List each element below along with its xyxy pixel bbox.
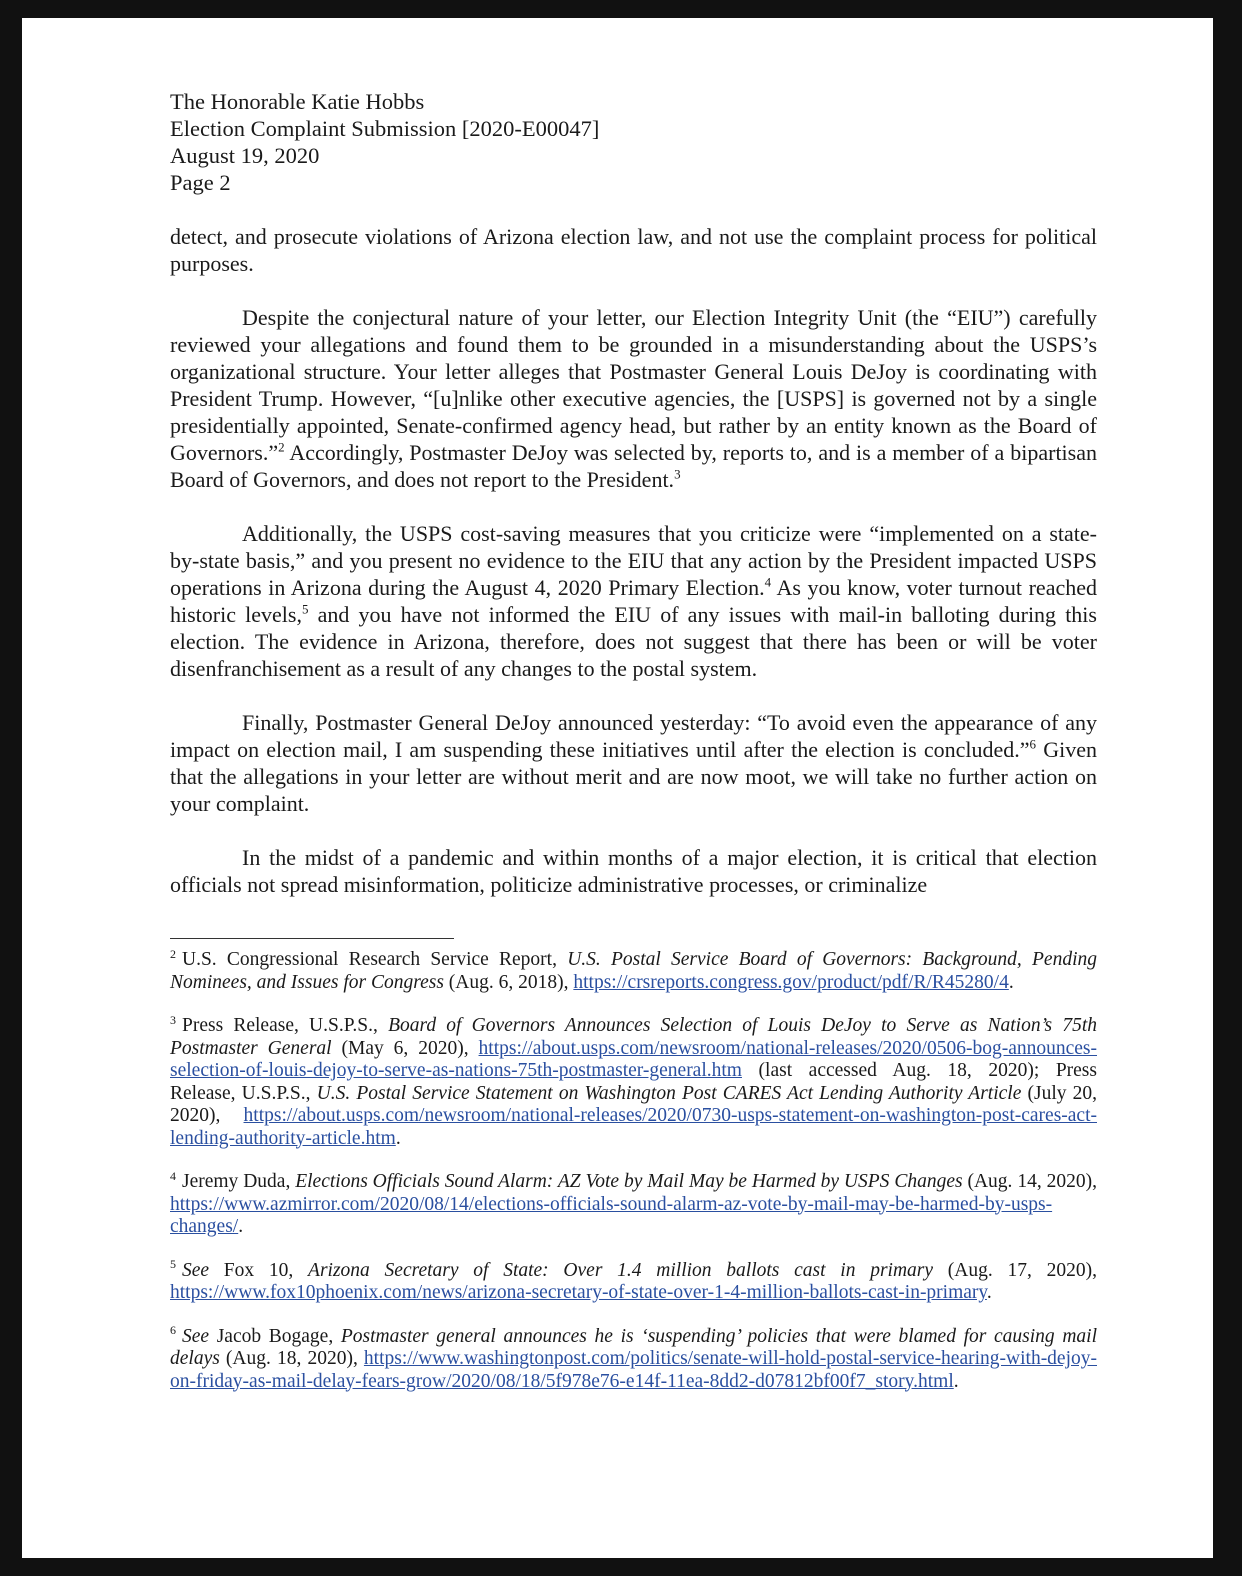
footnote-5: $^5$ See Fox 10, Arizona Secretary of State: Over 1.4 million ballots cast in primary (Aug. 17, 2020), https://www.fox10phoenix.com/news/arizona-secretary-of-state-over-1-4-million-ballots-cast-in-primary. [170,1257,1097,1303]
page-content [170,88,1097,1393]
footnote-ref-5[interactable]: 5 [301,601,309,617]
footnote-6: $^6$ See Jacob Bogage, Postmaster general announces he is ‘suspending’ policies that were blamed for causing mail delays (Aug. 18, 2020), https://www.washingtonpost.com/politics/senate-will-hold-postal-service-hearing-with-dejoy-on-friday-as-mail-delay-fears-grow/2020/08/18/5f978e76-e14f-11ea-8dd2-d07812bf00f7_story.html. [170,1323,1097,1392]
addressee-line: The Honorable Katie Hobbs [170,89,425,114]
page-number: Page 2 [170,170,231,195]
footnote-ref-3[interactable]: 3 [674,466,681,482]
footnote-6-link[interactable]: https://www.washingtonpost.com/politics/senate-will-hold-postal-service-hearing-with-dejoy-on-friday-as-mail-delay-fears-grow/2020/08/18/5f978e76-e14f-11ea-8dd2-d07812bf00f7_story.html [170,1348,1097,1392]
subject-line: Election Complaint Submission [2020-E00047] [170,116,600,141]
footnote-3-link-1[interactable]: https://about.usps.com/newsroom/national-releases/2020/0506-bog-announces-selection-of-louis-dejoy-to-serve-as-nations-75th-postmaster-general.htm [170,1037,1097,1081]
footnote-ref-2[interactable]: 2 [278,439,285,455]
footnote-2: $^2$ U.S. Congressional Research Service Report, U.S. Postal Service Board of Governors: Background, Pending Nominees, and Issues for Congress (Aug. 6, 2018), https://crsreports.congress.gov/product/pdf/R/R45280/4. [170,946,1097,993]
document-page [22,18,1213,1558]
footnote-ref-6[interactable]: 6 [1029,736,1037,752]
paragraph-1: detect, and prosecute violations of Arizona election law, and not use the complaint process for political purposes. [170,224,1097,276]
footnotes [170,946,1097,1393]
footnote-4-link[interactable]: https://www.azmirror.com/2020/08/14/elections-officials-sound-alarm-az-vote-by-mail-may-be-harmed-by-usps-changes/ [170,1193,1053,1237]
footnote-4: $^4$ Jeremy Duda, Elections Officials Sound Alarm: AZ Vote by Mail May be Harmed by USPS Changes (Aug. 14, 2020), https://www.azmirror.com/2020/08/14/elections-officials-sound-alarm-az-vote-by-mail-may-be-harmed-by-usps-changes/. [170,1168,1097,1237]
footnote-3-link-2[interactable]: https://about.usps.com/newsroom/national-releases/2020/0730-usps-statement-on-washington-post-cares-act-lending-authority-article.htm [170,1105,1097,1149]
letter-header [170,88,1097,196]
paragraph-4: Finally, Postmaster General DeJoy announced yesterday: “To avoid even the appearance of any impact on election mail, I am suspending these initiatives until after the election is concluded.”$^6$ Given that the allegations in your letter are without merit and are now moot, we will take no further action on your complaint. [170,710,1097,816]
paragraph-5: In the midst of a pandemic and within months of a major election, it is critical that election officials not spread misinformation, politicize administrative processes, or criminalize [170,845,1097,897]
paragraph-3: Additionally, the USPS cost-saving measures that you criticize were “implemented on a state-by-state basis,” and you present no evidence to the EIU that any action by the President impacted USPS operations in Arizona during the August 4, 2020 Primary Election.$^4$ As you know, voter turnout reached historic levels,$^5$ and you have not informed the EIU of any issues with mail-in balloting during this election. The evidence in Arizona, therefore, does not suggest that there has been or will be voter disenfranchisement as a result of any changes to the postal system. [170,521,1097,681]
footnote-3: $^3$ Press Release, U.S.P.S., Board of Governors Announces Selection of Louis DeJoy to Serve as Nation’s 75th Postmaster General (May 6, 2020), https://about.usps.com/newsroom/national-releases/2020/0506-bog-announces-selection-of-louis-dejoy-to-serve-as-nations-75th-postmaster-general.htm (last accessed Aug. 18, 2020); Press Release, U.S.P.S., U.S. Postal Service Statement on Washington Post CARES Act Lending Authority Article (July 20, 2020), https://about.usps.com/newsroom/national-releases/2020/0730-usps-statement-on-washington-post-cares-act-lending-authority-article.htm. [170,1012,1097,1149]
footnote-2-link[interactable]: https://crsreports.congress.gov/product/pdf/R/R45280/4 [573,971,1009,993]
footnote-ref-4[interactable]: 4 [764,574,772,590]
footnote-divider [170,938,454,939]
date-line: August 19, 2020 [170,143,320,168]
paragraph-2: Despite the conjectural nature of your letter, our Election Integrity Unit (the “EIU”) carefully reviewed your allegations and found them to be grounded in a misunderstanding about the USPS’s organizational structure. Your letter alleges that Postmaster General Louis DeJoy is coordinating with President Trump. However, “[u]nlike other executive agencies, the [USPS] is governed not by a single presidentially appointed, Senate-confirmed agency head, but rather by an entity known as the Board of Governors.”$^2$ Accordingly, Postmaster DeJoy was selected by, reports to, and is a member of a bipartisan Board of Governors, and does not report to the President.$^3$ [170,305,1097,492]
footnote-5-link[interactable]: https://www.fox10phoenix.com/news/arizona-secretary-of-state-over-1-4-million-ballots-cast-in-primary [170,1282,987,1303]
